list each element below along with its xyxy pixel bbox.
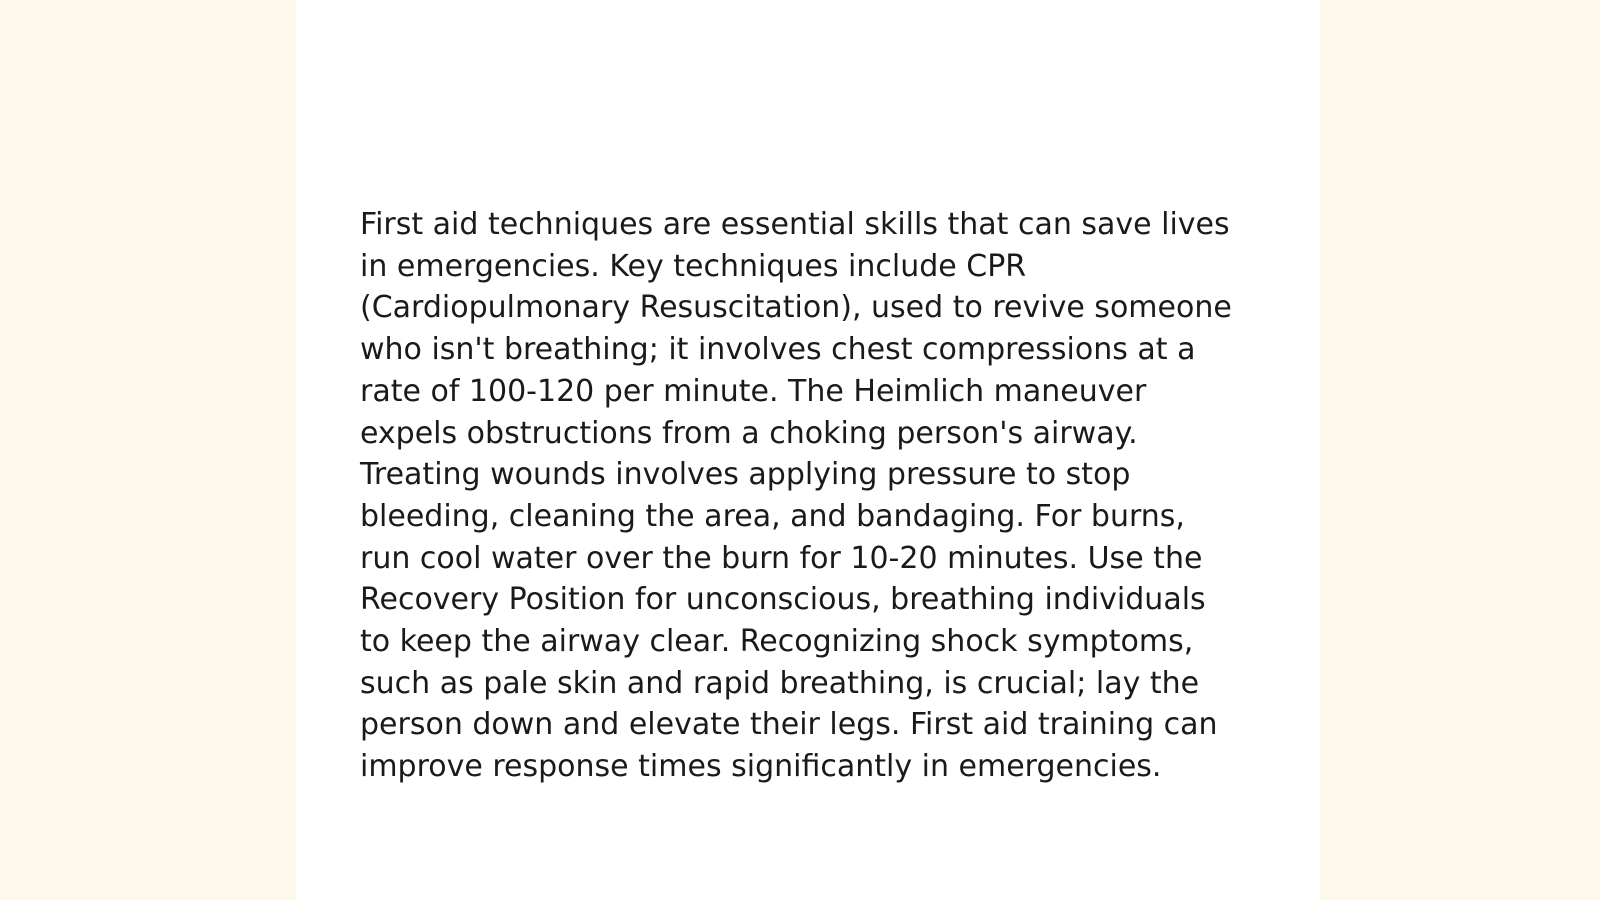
document-page	[296, 0, 1320, 900]
body-paragraph: First aid techniques are essential skills that can save lives in emergencies. Key techniques include CPR (Cardiopulmonary Resuscitation), used to revive someone who isn't breathing; it involves chest compressions at a rate of 100-120 per minute. The Heimlich maneuver expels obstructions from a choking person's airway. Treating wounds involves applying pressure to stop bleeding, cleaning the area, and bandaging. For burns, run cool water over the burn for 10-20 minutes. Use the Recovery Position for unconscious, breathing individuals to keep the airway clear. Recognizing shock symptoms, such as pale skin and rapid breathing, is crucial; lay the person down and elevate their legs. First aid training can improve response times significantly in emergencies.	[360, 207, 1232, 785]
